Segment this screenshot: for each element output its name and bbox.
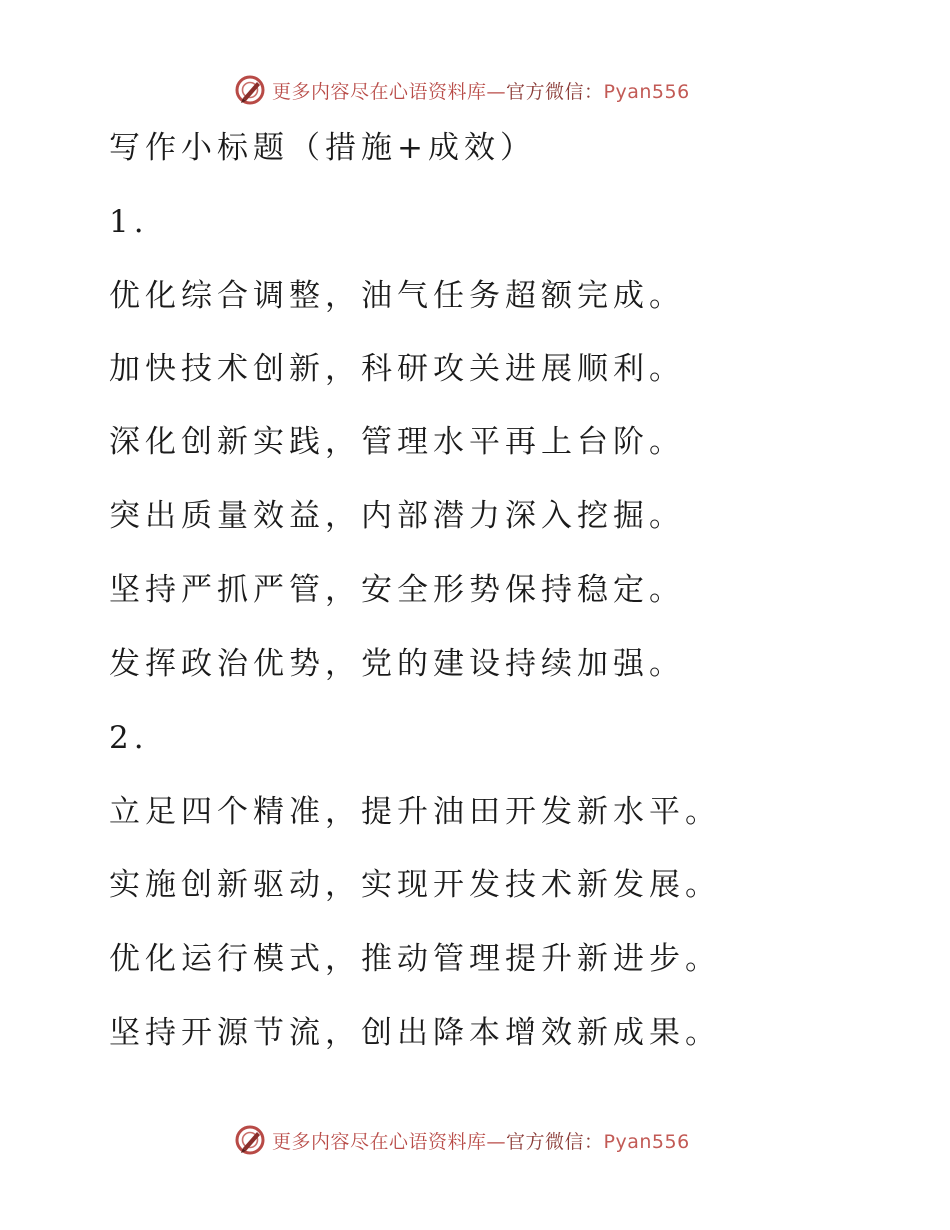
list-item: 优化综合调整，油气任务超额完成。 [109,278,685,314]
list-item: 突出质量效益，内部潜力深入挖掘。 [109,498,685,534]
watermark-text [272,77,690,104]
list-item: 加快技术创新，科研攻关进展顺利。 [109,351,685,387]
section-number: 1. [109,204,149,240]
watermark-official-label: 官方微信： [506,1130,604,1153]
watermark-brand: 更多内容尽在心语资料库 [272,80,487,103]
watermark-dash: — [486,80,507,103]
section-number: 2. [109,720,149,756]
list-item: 坚持开源节流，创出降本增效新成果。 [109,1015,721,1051]
pen-logo-icon [234,1124,266,1156]
watermark-official-label: 官方微信： [506,80,604,103]
watermark-wechat-id: Pyan556 [603,80,690,103]
pen-logo-icon [234,74,266,106]
header-watermark-banner [234,73,690,107]
watermark-text [272,1127,690,1154]
list-item: 深化创新实践，管理水平再上台阶。 [109,424,685,460]
list-item: 坚持严抓严管，安全形势保持稳定。 [109,572,685,608]
footer-watermark-banner [234,1123,690,1157]
list-item: 发挥政治优势，党的建设持续加强。 [109,646,685,682]
list-item: 立足四个精准，提升油田开发新水平。 [109,794,721,830]
document-title: 写作小标题（措施+成效） [109,130,536,166]
watermark-wechat-id: Pyan556 [603,1130,690,1153]
watermark-brand: 更多内容尽在心语资料库 [272,1130,487,1153]
watermark-dash: — [486,1130,507,1153]
list-item: 优化运行模式，推动管理提升新进步。 [109,941,721,977]
list-item: 实施创新驱动，实现开发技术新发展。 [109,867,721,903]
